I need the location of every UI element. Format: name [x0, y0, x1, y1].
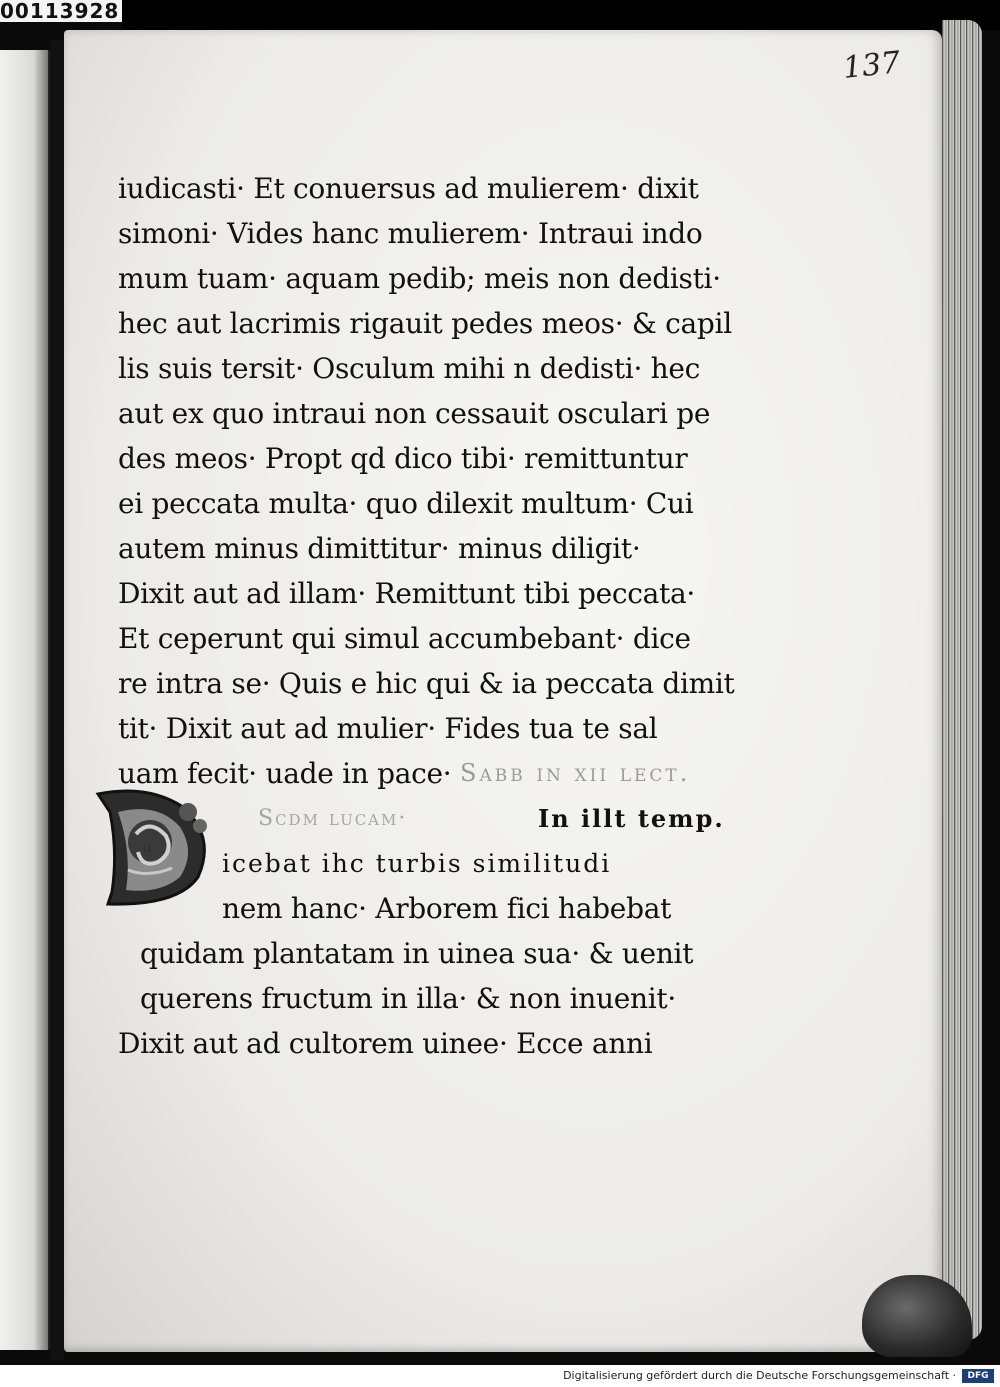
rubric-gospel: Scdm lucam·	[258, 806, 408, 831]
manuscript-text-block	[118, 166, 735, 1066]
text-line-8: ei peccata multa· quo dilexit multum· Cui	[118, 487, 694, 520]
rubric-heading: Sabb in xii lect.	[460, 759, 691, 787]
gospel-line-1: icebat ihc turbis similitudi	[222, 849, 612, 878]
book-gutter	[50, 40, 64, 1360]
page-stack-edges	[942, 20, 982, 1340]
text-line-14-text: uam fecit· uade in pace·	[118, 757, 452, 790]
gospel-line-3: quidam plantatam in uinea sua· & uenit	[140, 937, 694, 970]
text-line-1: iudicasti· Et conuersus ad mulierem· dixit	[118, 172, 699, 205]
decorated-initial-art	[88, 782, 218, 908]
folio-number: 137	[841, 45, 902, 86]
facing-page-edge	[0, 50, 50, 1350]
initial-letter: D	[143, 844, 152, 855]
text-line-9: autem minus dimittitur· minus diligit·	[118, 532, 641, 565]
scan-border-top	[122, 0, 1000, 30]
text-line-3: mum tuam· aquam pedib; meis non dedisti·	[118, 262, 721, 295]
rubric-incipit: In illt temp.	[538, 804, 725, 833]
text-line-5: lis suis tersit· Osculum mihi n dedisti· hec	[118, 352, 701, 385]
text-line-13: tit· Dixit aut ad mulier· Fides tua te sal	[118, 712, 658, 745]
text-line-11: Et ceperunt qui simul accumbebant· dice	[118, 622, 691, 655]
footer-bar	[0, 1365, 1000, 1387]
dfg-logo: DFG	[962, 1369, 994, 1383]
scan-id-label: 00113928	[0, 0, 122, 22]
text-line-7: des meos· Propt qd dico tibi· remittuntur	[118, 442, 688, 475]
text-line-4: hec aut lacrimis rigauit pedes meos· & capil	[118, 307, 732, 340]
gospel-line-4: querens fructum in illa· & non inuenit·	[140, 982, 676, 1015]
text-line-12: re intra se· Quis e hic qui & ia peccata dimit	[118, 667, 735, 700]
text-line-10: Dixit aut ad illam· Remittunt tibi peccata·	[118, 577, 695, 610]
gospel-line-2: nem hanc· Arborem fici habebat	[222, 892, 672, 925]
text-line-2: simoni· Vides hanc mulierem· Intraui indo	[118, 217, 703, 250]
funding-credit: Digitalisierung gefördert durch die Deutsche Forschungsgemeinschaft ·	[563, 1369, 956, 1382]
gospel-line-5: Dixit aut ad cultorem uinee· Ecce anni	[118, 1027, 653, 1060]
decorated-initial	[88, 782, 218, 908]
text-line-6: aut ex quo intraui non cessauit osculari pe	[118, 397, 711, 430]
